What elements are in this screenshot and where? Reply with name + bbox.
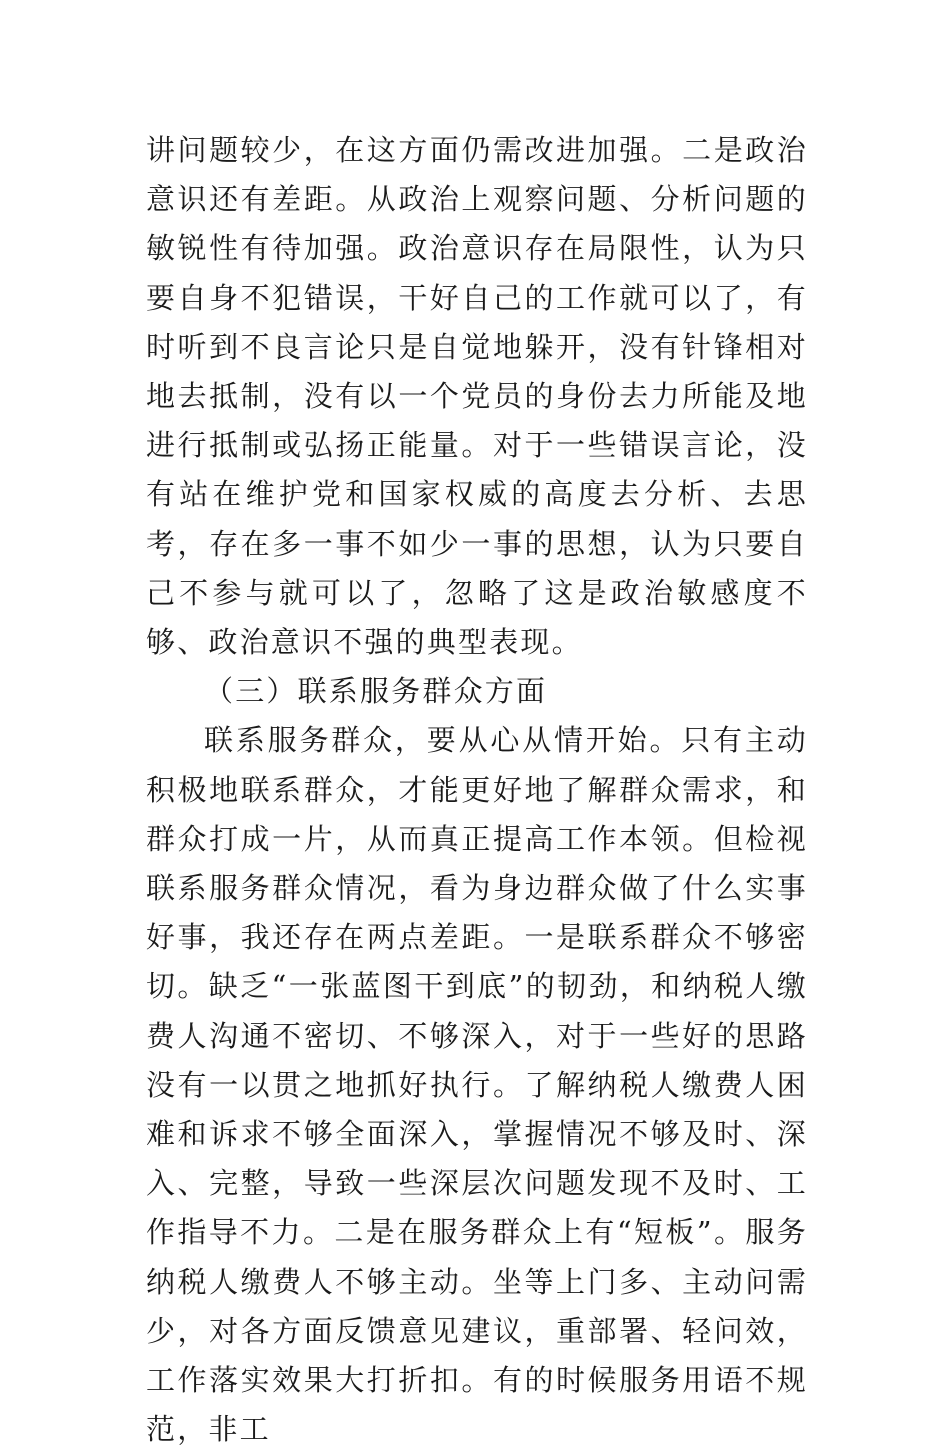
section-heading: （三）联系服务群众方面: [204, 674, 548, 709]
paragraph-continuation: 讲问题较少，在这方面仍需改进加强。二是政治意识还有差距。从政治上观察问题、分析问题的敏锐性有待加强。政治意识存在局限性，认为只要自身不犯错误，干好自己的工作就可以了，有时听到不良言论只是自觉地躲开，没有针锋相对地去抵制，没有以一个党员的身份去力所能及地进行抵制或弘扬正能量。对于一些错误言论，没有站在维护党和国家权威的高度去分析、去思考，存在多一事不如少一事的思想，认为只要自己不参与就可以了，忽略了这是政治敏感度不够、政治意识不强的典型表现。: [146, 133, 808, 660]
paragraph-body: 联系服务群众，要从心从情开始。只有主动积极地联系群众，才能更好地了解群众需求，和群众打成一片，从而真正提高工作本领。但检视联系服务群众情况，看为身边群众做了什么实事好事，我还存在两点差距。一是联系群众不够密切。缺乏“一张蓝图干到底”的韧劲，和纳税人缴费人沟通不密切、不够深入，对于一些好的思路没有一以贯之地抓好执行。了解纳税人缴费人困难和诉求不够全面深入，掌握情况不够及时、深入、完整，导致一些深层次问题发现不及时、工作指导不力。二是在服务群众上有“短板”。服务纳税人缴费人不够主动。坐等上门多、主动问需少，对各方面反馈意见建议，重部署、轻问效，工作落实效果大打折扣。有的时候服务用语不规范，非工: [146, 723, 808, 1447]
document-page: [146, 126, 808, 1454]
